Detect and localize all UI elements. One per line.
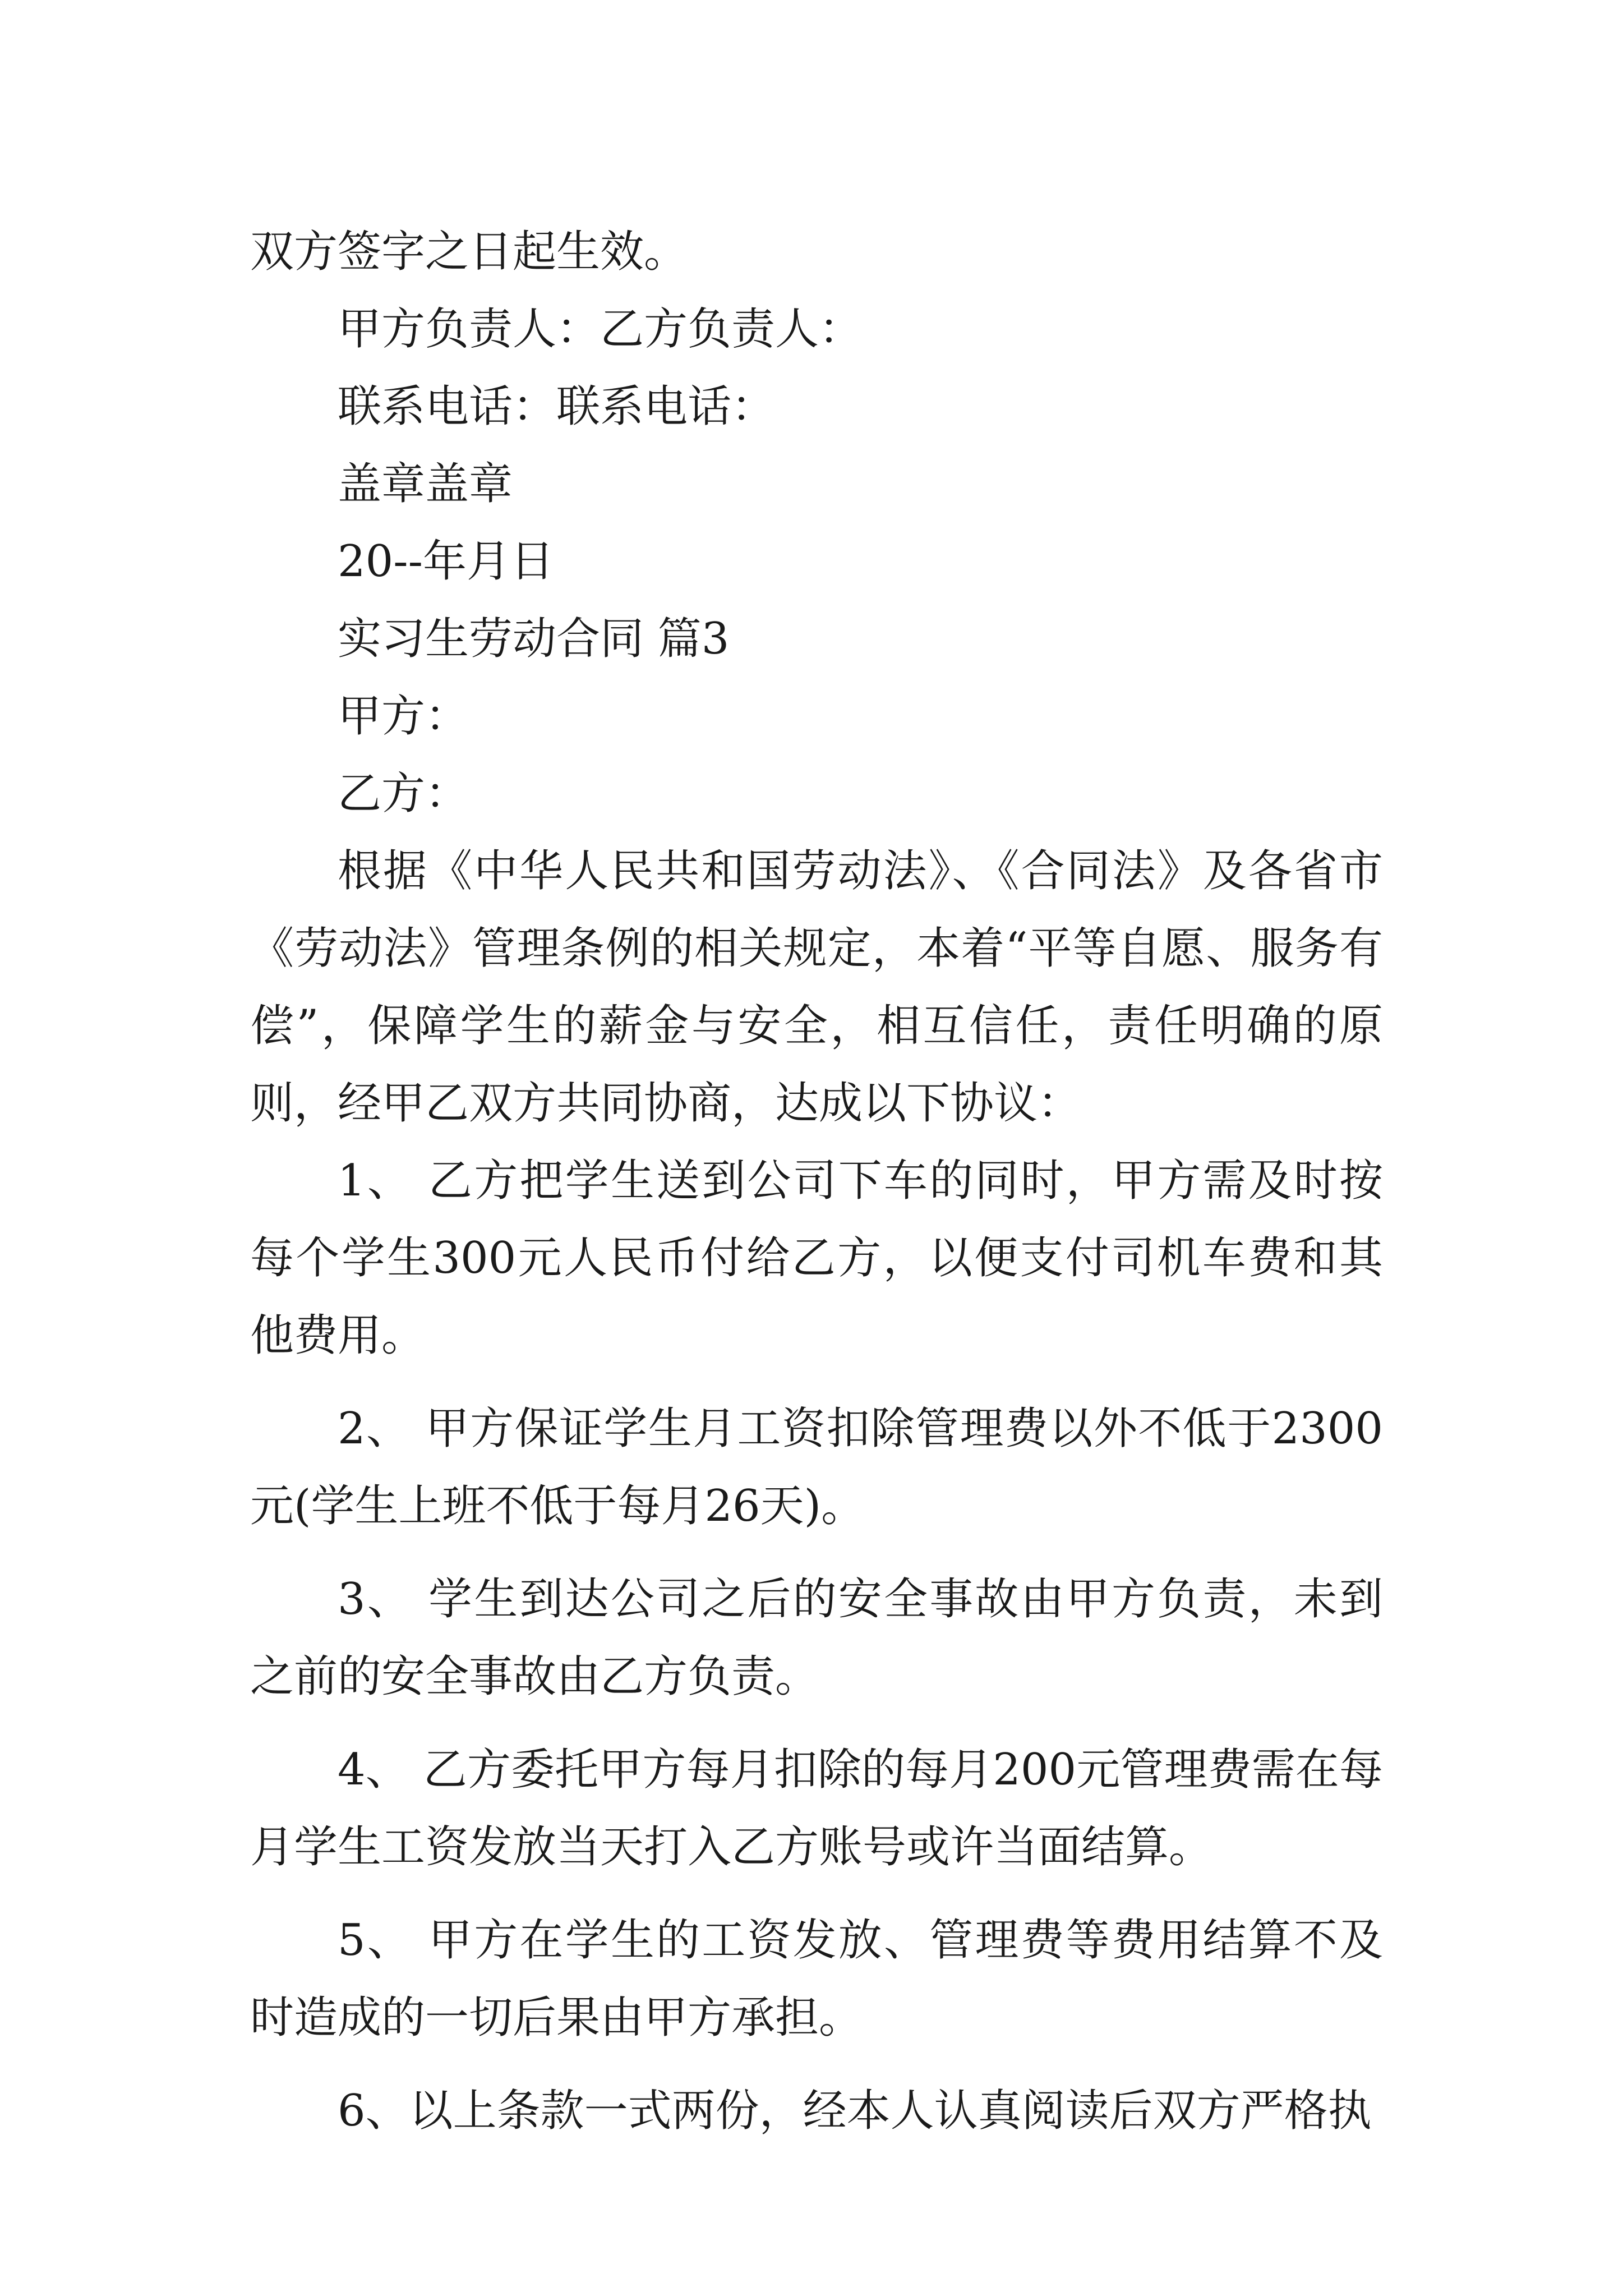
date-line: 20--年月日 (338, 536, 554, 587)
clause-4: 4、 乙方委托甲方每月扣除的每月200元管理费需在每月学生工资发放当天打入乙方账号或许当面结算。 (250, 1745, 1383, 1872)
document-body (250, 213, 1383, 2150)
clause-1: 1、 乙方把学生送到公司下车的同时，甲方需及时按每个学生300元人民币付给乙方，以便支付司机车费和其他费用。 (250, 1156, 1383, 1361)
signatory-line: 甲方负责人：乙方负责人： (338, 304, 863, 355)
clause-5: 5、 甲方在学生的工资发放、管理费等费用结算不及时造成的一切后果由甲方承担。 (250, 1915, 1383, 2043)
section-heading: 实习生劳动合同 篇3 (338, 614, 730, 664)
seal-line: 盖章盖章 (338, 459, 513, 509)
text-line: 双方签字之日起生效。 (250, 227, 688, 277)
phone-line: 联系电话：联系电话： (338, 381, 776, 432)
party-b-line: 乙方： (338, 769, 469, 819)
intro-paragraph: 根据《中华人民共和国劳动法》、《合同法》及各省市《劳动法》管理条例的相关规定，本着“平等自愿、服务有偿”，保障学生的薪金与安全，相互信任，责任明确的原则，经甲乙双方共同协商，达成以下协议： (250, 846, 1383, 1129)
clause-3: 3、 学生到达公司之后的安全事故由甲方负责，未到之前的安全事故由乙方负责。 (250, 1574, 1383, 1702)
clause-2: 2、 甲方保证学生月工资扣除管理费以外不低于2300元(学生上班不低于每月26天)。 (250, 1404, 1383, 1531)
clause-6: 6、以上条款一式两份，经本人认真阅读后双方严格执 (338, 2086, 1372, 2136)
party-a-line: 甲方： (338, 691, 469, 742)
